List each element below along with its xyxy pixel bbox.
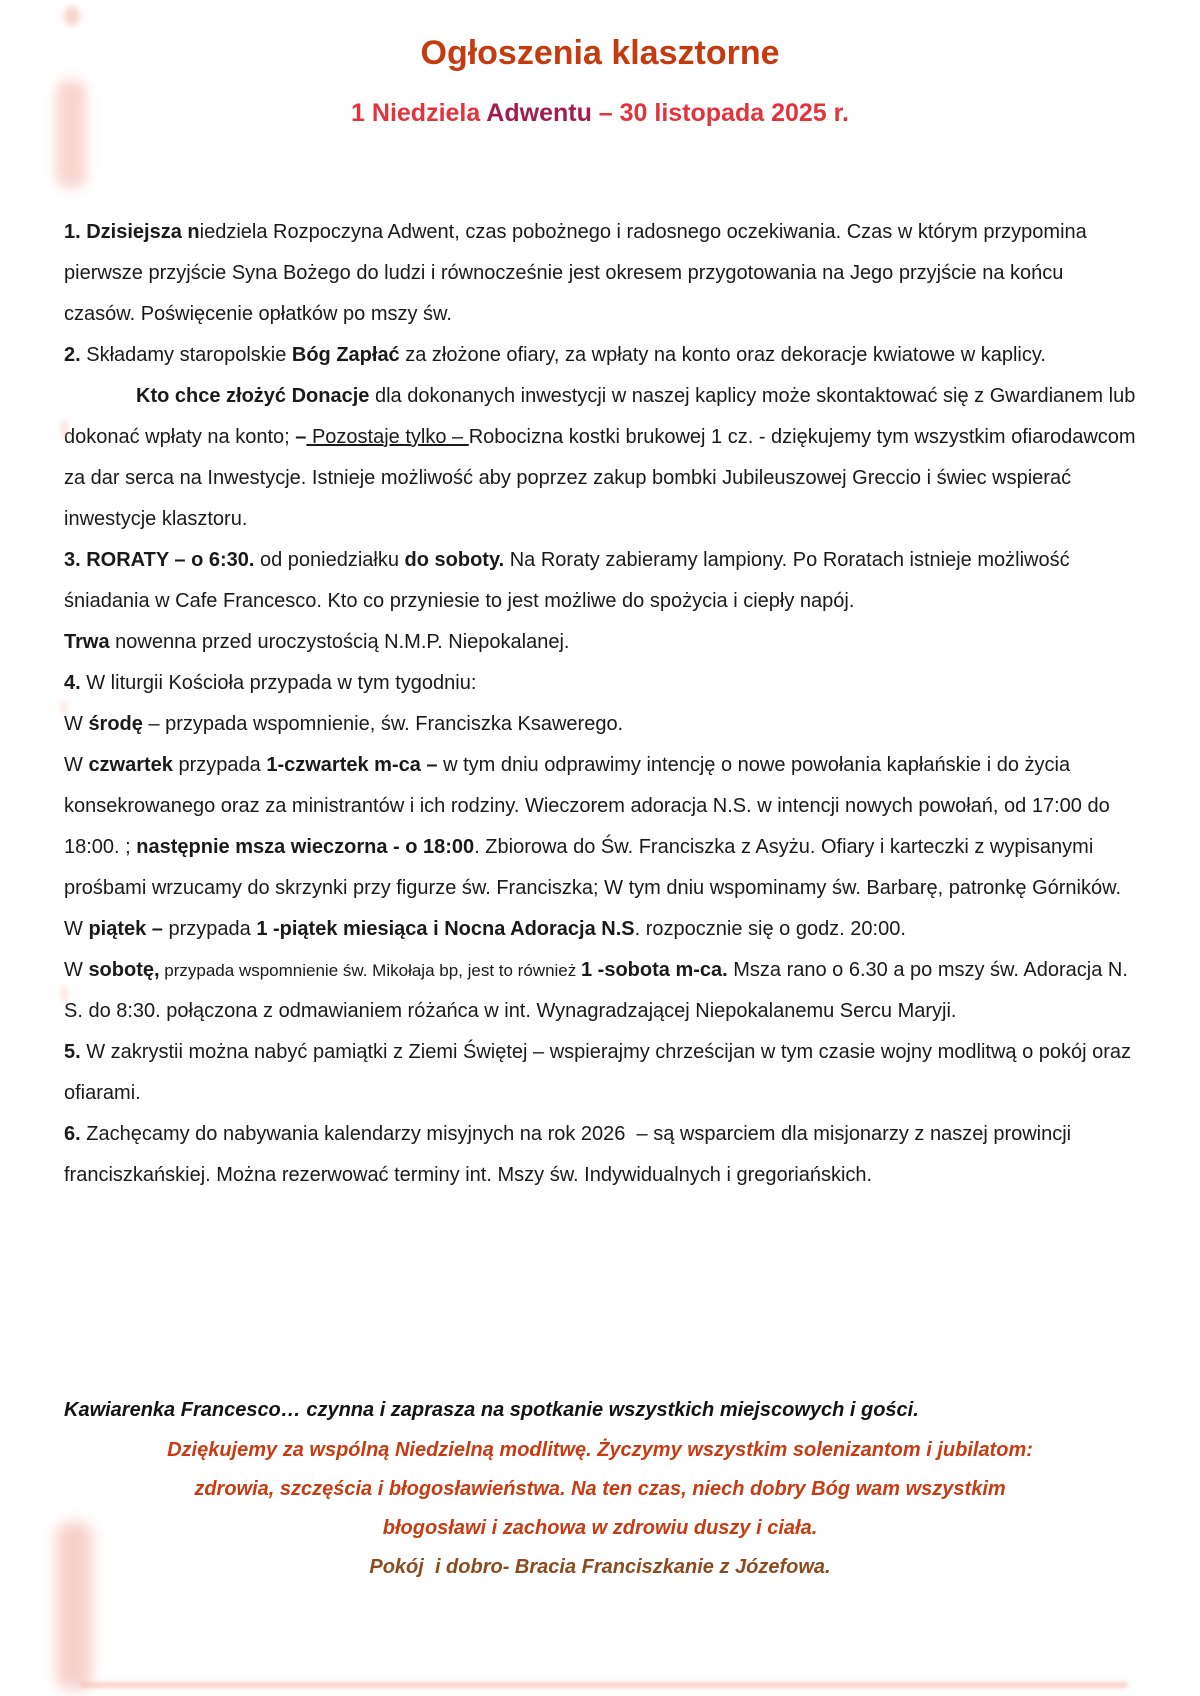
text-run: Trwa — [64, 630, 110, 653]
text-run: . Zbiorowa do Św. Franciszka z Asyżu. Ofiary i karteczki z wypisanymi prośbami wrzucamy do skrzynki przy figurze św. Franciszka; W tym dniu wspominamy św. Barbarę, patronkę Górników. — [64, 835, 1122, 899]
text-run: W — [64, 712, 89, 735]
paragraph — [64, 1032, 1136, 1114]
text-run: piątek – — [88, 917, 163, 940]
text-run: 1. Dzisiejsza n — [64, 220, 200, 243]
text-run: 6. — [64, 1122, 81, 1145]
text-run: – — [295, 425, 307, 448]
text-run: Składamy staropolskie — [80, 343, 292, 366]
text-run: dla dokonanych inwestycji w naszej kaplicy może skontaktować się z Gwardianem lub dokonać wpłaty na konto; — [64, 384, 1141, 448]
text-run: 4. — [64, 671, 81, 694]
footer-wish-line: błogosławi i zachowa w zdrowiu duszy i ciała. — [382, 1517, 818, 1539]
scan-artifact — [80, 1682, 1128, 1688]
footer — [64, 1390, 1136, 1587]
text-run: 3. RORATY – o 6:30. — [64, 548, 255, 571]
text-run: od poniedziałku — [254, 548, 405, 571]
text-run: . rozpocznie się o godz. 20:00. — [634, 917, 906, 940]
text-run: Zachęcamy do nabywania kalendarzy misyjnych na rok 2026 – są wsparciem dla misjonarzy z naszej prowincji franciszkańskiej. Można rezerwować terminy int. Mszy św. Indywidualnych i gregoriańskich. — [64, 1122, 1077, 1186]
subtitle-part: Adwentu — [486, 98, 592, 127]
text-run: czwartek — [88, 753, 173, 776]
body-text — [64, 212, 1142, 1196]
text-run: W — [64, 753, 89, 776]
text-run: 1 -sobota m-ca. — [581, 958, 728, 981]
text-run: sobotę, — [88, 958, 160, 981]
paragraph — [64, 909, 1136, 950]
text-run: przypada — [172, 753, 267, 776]
paragraph — [64, 704, 1136, 745]
text-run: przypada — [162, 917, 257, 940]
footer-wish-line: zdrowia, szczęścia i błogosławieństwa. Na ten czas, niech dobry Bóg wam wszystkim — [194, 1478, 1006, 1500]
paragraph — [64, 1114, 1136, 1196]
paragraph — [64, 335, 1136, 376]
text-run: Robocizna kostki brukowej 1 cz. - dziękujemy tym wszystkim ofiarodawcom za dar serca na Inwestycje. Istnieje możliwość aby poprzez zakup bombki Jubileuszowej Greccio i świec wspierać inwestycje klasztoru. — [64, 425, 1142, 530]
paragraph — [64, 663, 1136, 704]
text-run: środę — [88, 712, 143, 735]
paragraph — [64, 950, 1136, 1032]
text-run: za złożone ofiary, za wpłaty na konto oraz dekoracje kwiatowe w kaplicy. — [399, 343, 1046, 366]
text-run: przypada wspomnienie św. Mikołaja bp, jest to również — [159, 960, 581, 980]
text-run: – przypada wspomnienie, św. Franciszka Ksawerego. — [142, 712, 624, 735]
paragraph — [64, 376, 1142, 540]
text-run: Pozostaje tylko – — [306, 425, 469, 448]
text-run: W zakrystii można nabyć pamiątki z Ziemi Świętej – wspierajmy chrześcijan w tym czasie wojny modlitwą o pokój oraz ofiarami. — [64, 1040, 1137, 1104]
text-run: Bóg Zapłać — [291, 343, 400, 366]
text-run: W — [64, 958, 89, 981]
text-run: iedziela Rozpoczyna Adwent, czas pobożnego i radosnego oczekiwania. Czas w którym przypomina pierwsze przyjście Syna Bożego do ludzi i równocześnie jest okresem przygotowania na Jego przyjście na końcu czasów. Poświęcenie opłatków po mszy św. — [64, 220, 1093, 325]
footer-signature: Pokój i dobro- Bracia Franciszkanie z Józefowa. — [369, 1556, 831, 1578]
document-title: Ogłoszenia klasztorne — [420, 34, 780, 72]
footer-wishes — [64, 1431, 1136, 1548]
footer-wish-line: Dziękujemy za wspólną Niedzielną modlitwę. Życzymy wszystkim solenizantom i jubilatom: — [167, 1439, 1033, 1461]
text-run: nowenna przed uroczystością N.M.P. Niepokalanej. — [109, 630, 570, 653]
text-run: 2. — [64, 343, 81, 366]
text-run: w tym dniu odprawimy intencję o nowe powołania kapłańskie i do życia konsekrowanego oraz za ministrantów i ich rodziny. Wieczorem adoracja N.S. w intencji nowych powołań, od 17:00 do 18:00. ; — [64, 753, 1116, 858]
text-run: następnie msza wieczorna - o 18:00 — [136, 835, 475, 858]
subtitle-part: – 30 listopada 2025 r. — [591, 98, 849, 127]
text-run: 1 -piątek miesiąca i Nocna Adoracja N.S — [256, 917, 635, 940]
paragraph — [64, 212, 1136, 335]
text-run: Msza rano o 6.30 a po mszy św. Adoracja N. S. do 8:30. połączona z odmawianiem różańca w int. Wynagradzającej Niepokalanemu Sercu Maryji. — [64, 958, 1134, 1022]
paragraph — [64, 745, 1136, 909]
paragraph — [64, 622, 1136, 663]
text-run: W liturgii Kościoła przypada w tym tygodniu: — [80, 671, 477, 694]
footer-cafe-line: Kawiarenka Francesco… czynna i zaprasza na spotkanie wszystkich miejscowych i gości. — [64, 1399, 919, 1421]
text-run: do soboty. — [404, 548, 505, 571]
paragraph — [64, 540, 1136, 622]
subtitle-part: 1 Niedziela — [351, 98, 487, 127]
text-run: 5. — [64, 1040, 81, 1063]
document-subtitle — [64, 98, 1136, 128]
text-run: 1-czwartek m-ca – — [266, 753, 438, 776]
text-run: Na Roraty zabieramy lampiony. Po Roratach istnieje możliwość śniadania w Cafe Francesco. Kto co przyniesie to jest możliwe do spożycia i ciepły napój. — [64, 548, 1076, 612]
text-run: Kto chce złożyć Donacje — [136, 384, 370, 407]
text-run: W — [64, 917, 89, 940]
